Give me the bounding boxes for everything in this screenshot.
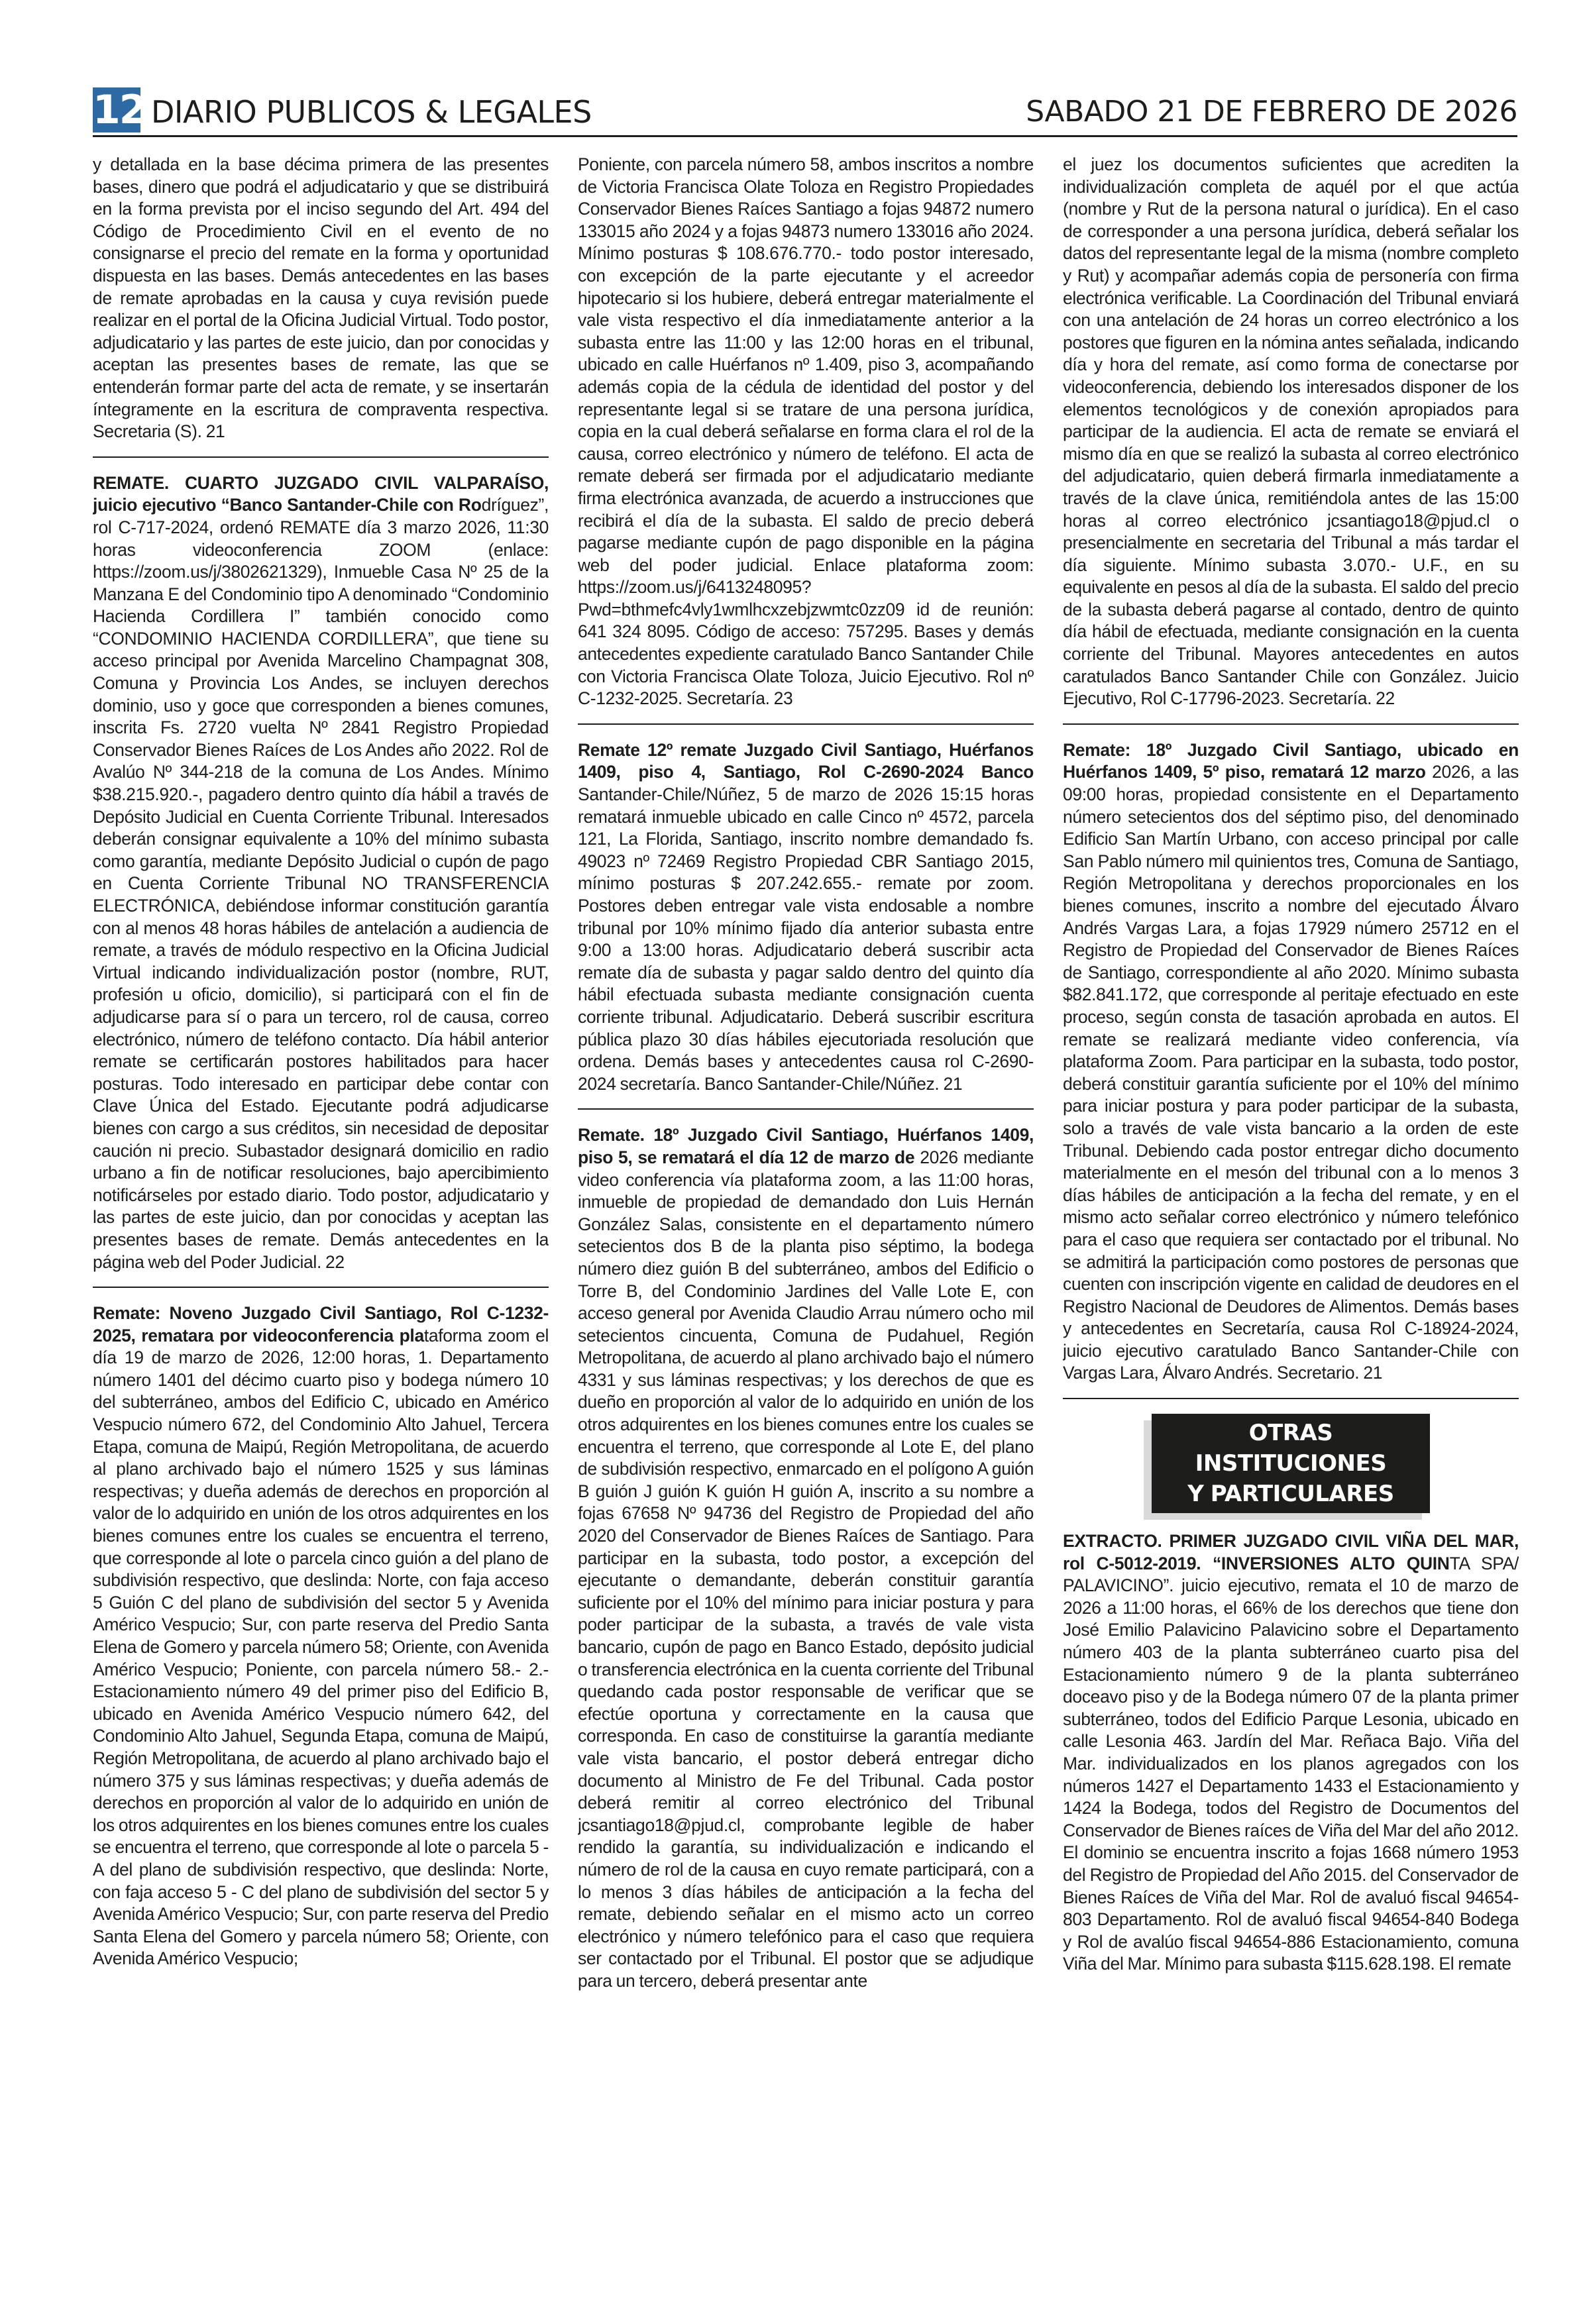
column-2	[578, 154, 1034, 2287]
header-rule	[93, 135, 1517, 137]
page-header	[93, 87, 1517, 134]
notice-heading: Remate 12º remate Juzgado Civil Santiago, Huérfanos 1409, piso 4, Santiago, Rol C-2690-2024 Banco	[578, 739, 1034, 782]
notice-heading: Remate: Noveno Juzgado Civil Santiago, Rol C-1232-2025, rematara por videoconferencia pla	[93, 1303, 549, 1346]
section-banner-otras-instituciones	[1152, 1414, 1430, 1513]
notice-continuation: y detallada en la base décima primera de las presentes bases, dinero que podrá el adjudicatario y que se distribuirá en la forma prevista por el inciso segundo del Art. 494 del Código de Procedimiento Civil en el evento de no consignarse el precio del remate en la forma y oportunidad dispuesta en las bases. Demás antecedentes en las bases de remate aprobadas en la causa y cuya revisión puede realizar en el portal de la Oficina Judicial Virtual. Todo postor, adjudicatario y las partes de este juicio, dan por conocidas y aceptan las presentes bases de remate, las que se entenderán formar parte del acta de remate, y se insertarán íntegramente en la escritura de compraventa respectiva. Secretaria (S). 21	[93, 154, 549, 442]
notice-heading: REMATE. CUARTO JUZGADO CIVIL VALPARAÍSO, juicio ejecutivo “Banco Santander-Chile con Ro	[93, 472, 549, 515]
issue-date: SABADO 21 DE FEBRERO DE 2026	[1026, 95, 1517, 129]
notice-divider	[93, 1287, 549, 1288]
notice-remate-noveno-juzgado	[93, 1302, 549, 1970]
section-title: DIARIO PUBLICOS & LEGALES	[151, 94, 592, 130]
notice-continuation: Poniente, con parcela número 58, ambos inscritos a nombre de Victoria Francisca Olate Toloza en Registro Propiedades Conservador Bienes Raíces Santiago a fojas 94872 numero 133015 año 2024 y a fojas 94873 numero 133016 año 2024. Mínimo posturas $ 108.676.770.- todo postor interesado, con excepción de la parte ejecutante y el acreedor hipotecario si los hubiere, deberá entregar materialmente el vale vista respectivo el día inmediatamente anterior a la subasta entre las 11:00 y las 12:00 horas en el tribunal, ubicado en calle Huérfanos nº 1.409, piso 3, acompañando además copia de la cédula de identidad del postor y del representante legal si se tratare de una persona jurídica, copia en la cual deberá señalarse en forma clara el rol de la causa, correo electrónico y número de teléfono. El acta de remate deberá ser firmada por el adjudicatario mediante firma electrónica avanzada, de acuerdo a instrucciones que recibirá el día de la subasta. El saldo de precio deberá pagarse mediante cupón de pago disponible en la página web del poder judicial. Enlace plataforma zoom: https://zoom.us/j/6413248095?Pwd=bthmefc4vly1wmlhcxzebjzwmtc0zz09 id de reunión: 641 324 8095. Código de acceso: 757295. Bases y demás antecedentes expediente caratulado Banco Santander Chile con Victoria Francisca Olate Toloza, Juicio Ejecutivo. Rol nº C-1232-2025. Secretaría. 23	[578, 154, 1034, 709]
column-1	[93, 154, 549, 2287]
notice-remate-18-juzgado-b	[1063, 739, 1519, 1385]
banner-line: Y PARTICULARES	[1187, 1481, 1394, 1508]
notice-remate-12-juzgado	[578, 739, 1034, 1096]
notice-extracto-vina-del-mar	[1063, 1530, 1519, 1976]
notice-divider	[1063, 1398, 1519, 1399]
notice-continuation: el juez los documentos suficientes que acrediten la individualización completa de aquél por el que actúa (nombre y Rut de la persona natural o jurídica). En el caso de corresponder a una persona jurídica, deberá señalar los datos del representante legal de la misma (nombre completo y Rut) y acompañar además copia de personería con firma electrónica verificable. La Coordinación del Tribunal enviará con una antelación de 24 horas un correo electrónico a los postores que figuren en la nómina antes señalada, indicando día y hora del remate, así como forma de conectarse por videoconferencia, debiendo los interesados disponer de los elementos tecnológicos y de conexión apropiados para participar de la audiencia. El acta de remate se enviará el mismo día en que se realizó la subasta al correo electrónico del adjudicatario, quien deberá firmarla inmediatamente a través de la clave única, remitiéndola antes de las 15:00 horas al correo electrónico jcsantiago18@pjud.cl o presencialmente en secretaria del Tribunal a más tardar el día siguiente. Mínimo subasta 3.070.- U.F., en su equivalente en pesos al día de la subasta. El saldo del precio de la subasta deberá pagarse al contado, dentro de quinto día hábil de efectuada, mediante consignación en la cuenta corriente del Tribunal. Mayores antecedentes en autos caratulados Banco Santander Chile con González. Juicio Ejecutivo, Rol C-17796-2023. Secretaría. 22	[1063, 154, 1519, 709]
page-number: 12	[93, 87, 146, 133]
column-3	[1063, 154, 1519, 2287]
notice-body: 2026, a las 09:00 horas, propiedad consistente en el Departamento número setecientos dos del séptimo piso, del denominado Edificio San Martín Urbano, con acceso principal por calle San Pablo número mil quinientos tres, Comuna de Santiago, Región Metropolitana y derechos proporcionales en los bienes comunes, inscrito a nombre del ejecutado Álvaro Andrés Vargas Lara, a fojas 17929 número 25712 en el Registro de Propiedad del Conservador de Bienes Raíces de Santiago, correspondiente al año 2020. Mínimo subasta $82.841.172, que corresponde al peritaje efectuado en este proceso, según consta de tasación aprobada en autos. El remate se realizará mediante video conferencia, vía plataforma Zoom. Para participar en la subasta, todo postor, deberá constituir garantía suficiente por el 10% del mínimo para iniciar postura y para poder participar de la subasta, solo a través de vale vista bancario a la orden de este Tribunal. Debiendo cada postor entregar dicho documento materialmente en el mesón del tribunal con a lo menos 3 días hábiles de anticipación a la fecha del remate, y en el mismo acto señalar correo electrónico y número telefónico para el caso que requiera ser contactado por el tribunal. No se admitirá la participación como postores de personas que cuenten con inscripción vigente en calidad de deudores en el Registro Nacional de Deudores de Alimentos. Demás bases y antecedentes en Secretaría, causa Rol C-18924-2024, juicio ejecutivo caratulado Banco Santander-Chile con Vargas Lara, Álvaro Andrés. Secretario. 21	[1063, 762, 1519, 1383]
notice-body: dríguez”, rol C-717-2024, ordenó REMATE día 3 marzo 2026, 11:30 horas videoconferencia ZOOM (enlace: https://zoom.us/j/3802621329), Inmueble Casa Nº 25 de la Manzana E del Condominio tipo A denominado “Condominio Hacienda Cordillera I” también conocido como “CONDOMINIO HACIENDA CORDILLERA”, que tiene su acceso principal por Avenida Marcelino Champagnat 308, Comuna y Provincia Los Andes, se incluyen derechos dominio, uso y goce que corresponden a bienes comunes, inscrita Fs. 2720 vuelta Nº 2841 Registro Propiedad Conservador Bienes Raíces de Los Andes año 2022. Rol de Avalúo Nº 344-218 de la comuna de Los Andes. Mínimo $38.215.920.-, pagadero dentro quinto día hábil a través de Depósito Judicial en Cuenta Corriente Tribunal. Interesados deberán consignar equivalente a 10% del mínimo subasta como garantía, mediante Depósito Judicial o cupón de pago en Cuenta Corriente Tribunal NO TRANSFERENCIA ELECTRÓNICA, debiéndose informar constitución garantía con al menos 48 horas hábiles de antelación a audiencia de remate, a través de módulo respectivo en la Oficina Judicial Virtual indicando individualización postor (nombre, RUT, profesión u oficio, domicilio), si participará con el fin de adjudicarse para sí o para un tercero, rol de causa, correo electrónico, número de teléfono contacto. Día hábil anterior remate se certificarán postores habilitados para hacer posturas. Todo interesado en participar debe contar con Clave Única del Estado. Ejecutante podrá adjudicarse bienes con cargo a sus créditos, sin necesidad de depositar caución ni precio. Subastador designará domicilio en radio urbano a fin de notificar resoluciones, bajo apercibimiento notificárseles por estado diario. Todo postor, adjudicatario y las partes de este juicio, dan por conocidas y aceptan las presentes bases de remate. Demás antecedentes en la página web del Poder Judicial. 22	[93, 495, 549, 1272]
notice-body: Santander-Chile/Núñez, 5 de marzo de 2026 15:15 horas rematará inmueble ubicado en calle Cinco nº 4572, parcela 121, La Florida, Santiago, inscrito nombre demandado fs. 49023 nº 72469 Registro Propiedad CBR Santiago 2015, mínimo posturas $ 207.242.655.- remate por zoom. Postores deben entregar vale vista endosable a nombre tribunal por 10% mínimo fijado día anterior subasta entre 9:00 a 13:00 horas. Adjudicatario deberá suscribir acta remate día de subasta y pagar saldo dentro del quinto día hábil efectuada subasta mediante consignación cuenta corriente tribunal. Adjudicatario. Deberá suscribir escritura pública plazo 30 días hábiles ejecutoriada resolución que ordena. Demás bases y antecedentes causa rol C-2690-2024 secretaría. Banco Santander-Chile/Núñez. 21	[578, 784, 1034, 1094]
notice-heading: Remate. 18º Juzgado Civil Santiago, Huérfanos 1409, piso 5, se rematará el día 12 de marzo de	[578, 1125, 1034, 1167]
notice-remate-18-juzgado	[578, 1124, 1034, 1992]
notice-heading: EXTRACTO. PRIMER JUZGADO CIVIL VIÑA DEL MAR, rol C-5012-2019. “INVERSIONES ALTO QUIN	[1063, 1531, 1519, 1573]
notice-heading: Remate: 18º Juzgado Civil Santiago, ubicado en Huérfanos 1409, 5º piso, rematará 12 marzo	[1063, 739, 1519, 782]
notice-body: TA SPA/ PALAVICINO”. juicio ejecutivo, remata el 10 de marzo de 2026 a 11:00 horas, el 66% de los derechos que tiene don José Emilio Palavicino Palavicino sobre el Departamento número 403 de la planta subterráneo cuarto pisa del Estacionamiento número 9 de la planta subterráneo doceavo piso y de la Bodega número 07 de la planta primer subterráneo, todos del Edificio Parque Lesonia, ubicado en calle Lesonia 463. Jardín del Mar. Reñaca Bajo. Viña del Mar. individualizados en los planos agregados con los números 1427 el Departamento 1433 el Estacionamiento y 1424 la Bodega, todos del Registro de Documentos del Conservador de Bienes raíces de Viña del Mar del año 2012. El dominio se encuentra inscrito a fojas 1668 número 1953 del Registro de Propiedad del Año 2015. del Conservador de Bienes Raíces de Viña del Mar. Rol de avaluó fiscal 94654-803 Departamento. Rol de avaluó fiscal 94654-840 Bodega y Rol de avalúo fiscal 94654-886 Estacionamiento, comuna Viña del Mar. Mínimo para subasta $115.628.198. El remate	[1063, 1553, 1519, 1974]
banner-line: OTRAS INSTITUCIONES	[1195, 1420, 1387, 1477]
notice-body: 2026 mediante video conferencia vía plataforma zoom, a las 11:00 horas, inmueble de propiedad de demandado don Luis Hernán González Salas, consistente en el departamento número setecientos dos B de la planta piso séptimo, la bodega número diez guión B del subterráneo, ambos del Edificio o Torre B, del Condominio Jardines del Valle Lote E, con acceso general por Avenida Claudio Arrau número ocho mil setecientos cincuenta, Comuna de Pudahuel, Región Metropolitana, de acuerdo al plano archivado bajo el número 4331 y sus láminas respectivas; y los derechos de que es dueño en proporción al valor de lo adquirido en unión de los otros adquirentes en los bienes comunes entre los cuales se encuentra el terreno, que corresponde al Lote E, del plano de subdivisión respectivo, enmarcado en el polígono A guión B guión J guión K guión H guión A, inscrito a su nombre a fojas 67658 Nº 94736 del Registro de Propiedad del año 2020 del Conservador de Bienes Raíces de Santiago. Para participar en la subasta, todo postor, a excepción del ejecutante o demandante, deberán constituir garantía suficiente por el 10% del mínimo para iniciar postura y para poder participar de la subasta, a través de vale vista bancario, cupón de pago en Banco Estado, depósito judicial o transferencia electrónica en la cuenta corriente del Tribunal quedando cada postor responsable de verificar que se efectúe oportuna y correctamente en la causa que corresponda. En caso de constituirse la garantía mediante vale vista bancario, el postor deberá entregar dicho documento al Ministro de Fe del Tribunal. Cada postor deberá remitir al correo electrónico del Tribunal jcsantiago18@pjud.cl, comprobante legible de haber rendido la garantía, su individualización e indicando el número de rol de la causa en cuyo remate participará, con a lo menos 3 días hábiles de anticipación a la fecha del remate, debiendo señalar en el mismo acto un correo electrónico y número telefónico para el caso que requiera ser contactado por el Tribunal. El postor que se adjudique para un tercero, deberá presentar ante	[578, 1147, 1034, 1991]
notice-divider	[1063, 723, 1519, 725]
notice-body: taforma zoom el día 19 de marzo de 2026, 12:00 horas, 1. Departamento número 1401 del décimo cuarto piso y bodega número 10 del subterráneo, ambos del Edificio C, ubicado en Américo Vespucio número 672, del Condominio Alto Jahuel, Tercera Etapa, comuna de Maipú, Región Metropolitana, de acuerdo al plano archivado bajo el número 1525 y sus láminas respectivas; y dueña además de derechos en proporción al valor de lo adquirido en unión de los otros adquirentes en los bienes comunes entre los cuales se encuentra el terreno, que corresponde al lote o parcela cinco guión a del plano de subdivisión respectivo, que deslinda: Norte, con faja acceso 5 Guión C del plano de subdivisión del sector 5 y Avenida Américo Vespucio; Sur, con parte reserva del Predio Santa Elena de Gomero y parcela número 58; Oriente, con Avenida Américo Vespucio; Poniente, con parcela número 58.- 2.- Estacionamiento número 49 del primer piso del Edificio B, ubicado en Avenida Américo Vespucio número 642, del Condominio Alto Jahuel, Segunda Etapa, comuna de Maipú, Región Metropolitana, de acuerdo al plano archivado bajo el número 375 y sus láminas respectivas; y dueña además de derechos en proporción al valor de lo adquirido en unión de los otros adquirentes en los bienes comunes entre los cuales se encuentra el terreno, que corresponde al lote o parcela 5 - A del plano de subdivisión respectivo, que deslinda: Norte, con faja acceso 5 - C del plano de subdivisión del sector 5 y Avenida Américo Vespucio; Sur, con parte reserva del Predio Santa Elena del Gomero y parcela número 58; Oriente, con Avenida Américo Vespucio;	[93, 1325, 549, 1969]
notice-remate-valparaiso	[93, 472, 549, 1273]
notice-divider	[578, 1108, 1034, 1110]
notice-divider	[578, 723, 1034, 725]
notice-divider	[93, 456, 549, 458]
